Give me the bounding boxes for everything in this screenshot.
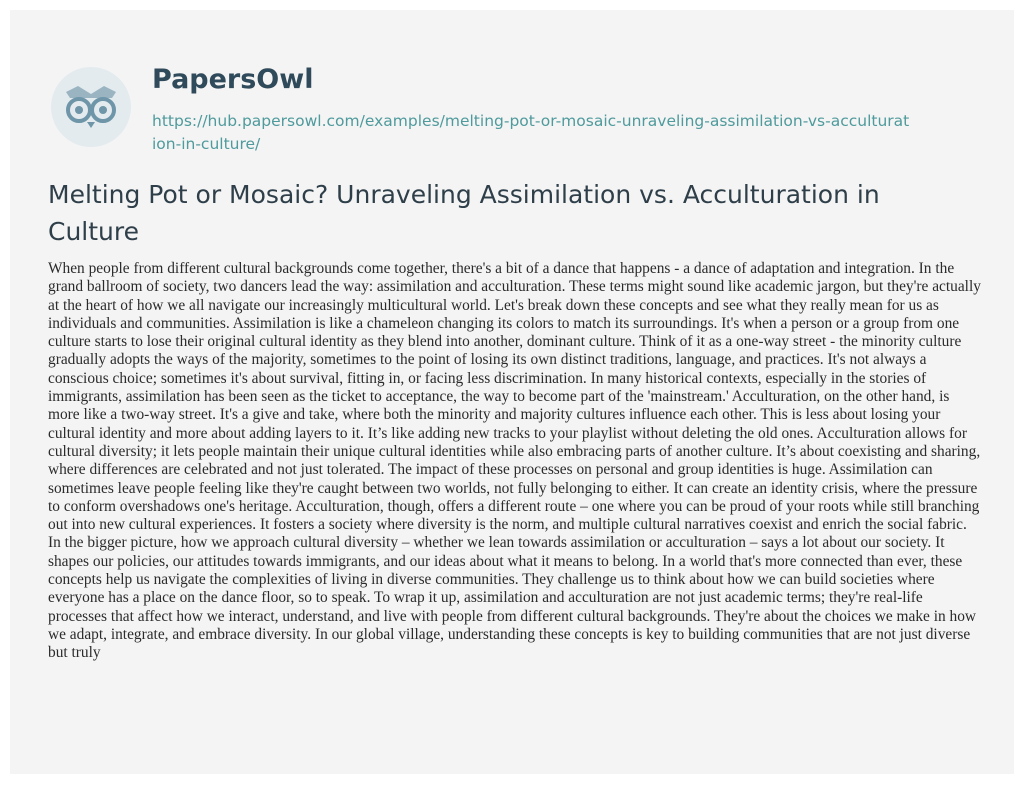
owl-logo-icon [48, 64, 134, 150]
article-title: Melting Pot or Mosaic? Unraveling Assimilation vs. Acculturation in Culture [48, 180, 880, 246]
source-url[interactable]: https://hub.papersowl.com/examples/melting-pot-or-mosaic-unraveling-assimilation-vs-acculturation-in-culture/ [152, 112, 910, 153]
article-body: When people from different cultural backgrounds come together, there's a bit of a dance that happens - a dance of adaptation and integration. In the grand ballroom of society, two dancers lead the way: assimilation and acculturation. These terms might sound like academic jargon, but they're actually at the heart of how we all navigate our increasingly multicultural world. Let's break down these concepts and see what they really mean for us as individuals and communities. Assimilation is like a chameleon changing its colors to match its surroundings. It's when a person or a group from one culture starts to lose their original cultural identity as they blend into another, dominant culture. Think of it as a one-way street - the minority culture gradually adopts the ways of the majority, sometimes to the point of losing its own distinct traditions, language, and practices. It's not always a conscious choice; sometimes it's about survival, fitting in, or facing less discrimination. In many historical contexts, especially in the stories of immigrants, assimilation has been seen as the ticket to acceptance, the way to become part of the 'mainstream.' Acculturation, on the other hand, is more like a two-way street. It's a give and take, where both the minority and majority cultures influence each other. This is less about losing your cultural identity and more about adding layers to it. It’s like adding new tracks to your playlist without deleting the old ones. Acculturation allows for cultural diversity; it lets people maintain their unique cultural identities while also embracing parts of another culture. It’s about coexisting and sharing, where differences are celebrated and not just tolerated. The impact of these processes on personal and group identities is huge. Assimilation can sometimes leave people feeling like they're caught between two worlds, not fully belonging to either. It can create an identity crisis, where the pressure to conform overshadows one's heritage. Acculturation, though, offers a different route – one where you can be proud of your roots while still branching out into new cultural experiences. It fosters a society where diversity is the norm, and multiple cultural narratives coexist and enrich the social fabric. In the bigger picture, how we approach cultural diversity – whether we lean towards assimilation or acculturation – says a lot about our society. It shapes our policies, our attitudes towards immigrants, and our ideas about what it means to belong. In a world that's more connected than ever, these concepts help us navigate the complexities of living in diverse communities. They challenge us to think about how we can build societies where everyone has a place on the dance floor, so to speak. To wrap it up, assimilation and acculturation are not just academic terms; they're real-life processes that affect how we interact, understand, and live with people from different cultural backgrounds. They're about the choices we make in how we adapt, integrate, and embrace diversity. In our global village, understanding these concepts is key to building communities that are not just diverse but truly [48, 260, 981, 662]
document-page [10, 10, 1014, 774]
brand-name[interactable]: PapersOwl [152, 64, 314, 95]
header [10, 10, 1014, 160]
